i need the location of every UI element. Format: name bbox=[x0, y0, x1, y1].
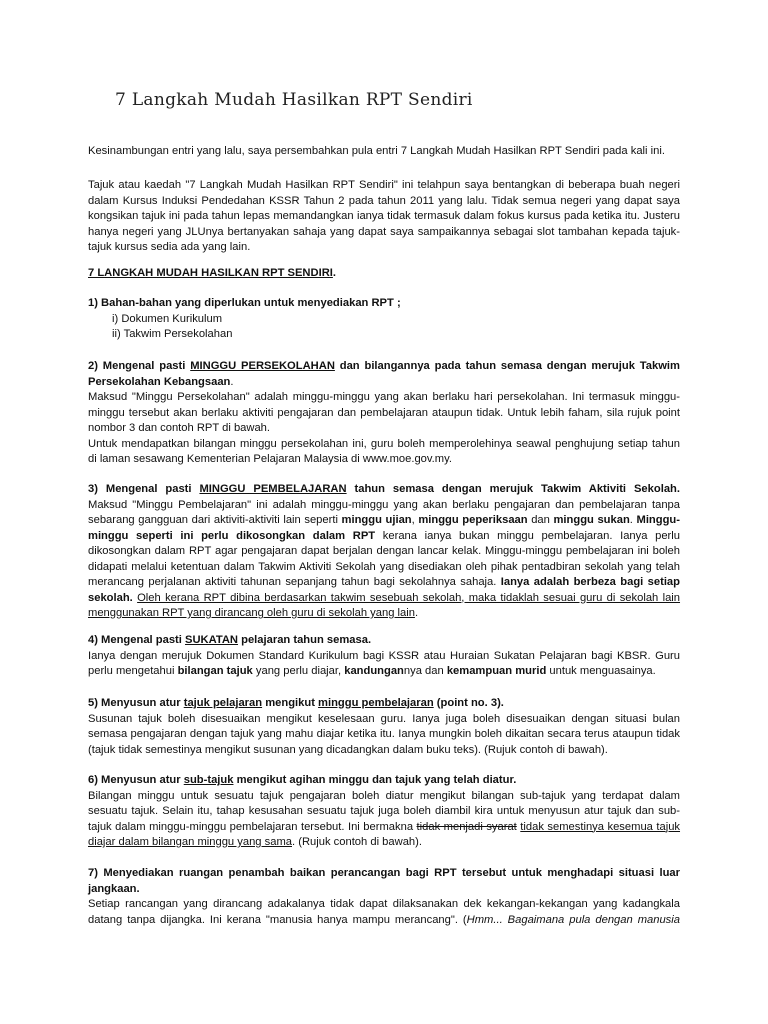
step-4-heading: 4) Mengenal pasti SUKATAN pelajaran tahun semasa. bbox=[88, 634, 372, 646]
step-3-heading: 3) Mengenal pasti MINGGU PEMBELAJARAN tahun semasa dengan merujuk Takwim Aktiviti Sekolah. bbox=[88, 483, 680, 495]
step-7-heading: 7) Menyediakan ruangan penambah baikan perancangan bagi RPT tersebut untuk menghadapi situasi luar bbox=[88, 867, 680, 879]
page-title: 7 Langkah Mudah Hasilkan RPT Sendiri bbox=[115, 90, 473, 110]
step-4: 4) Mengenal pasti SUKATAN pelajaran tahun semasa. Ianya dengan merujuk Dokumen Standard Kurikulum bagi KSSR atau Huraian Sukatan Pelajaran bagi KBSR. Guru perlu mengetahui bilangan tajuk yang perlu diajar, kandungannya dan kemampuan murid untuk menguasainya. bbox=[88, 634, 680, 677]
step-2-heading: 2) Mengenal pasti MINGGU PERSEKOLAHAN dan bilangannya pada tahun semasa dengan merujuk Takwim bbox=[88, 360, 680, 372]
context-paragraph: Tajuk atau kaedah "7 Langkah Mudah Hasilkan RPT Sendiri" ini telahpun saya bentangkan di beberapa buah negeri dalam Kursus Induksi Pendedahan KSSR Tahun 2 pada tahun 2011 yang lalu. Tidak semua negeri yang dapat saya kongsikan tajuk ini pada tahun lepas memandangkan ianya tidak termasuk dalam fokus kursus pada ketika itu. Justeru hanya negeri yang JLUnya bertanyakan sahaja yang dapat saya sampaikannya sebagai slot tambahan kepada tajuk- tajuk kursus sedia ada yang lain. bbox=[88, 179, 680, 253]
step-1-heading: 1) Bahan-bahan yang diperlukan untuk menyediakan RPT ; bbox=[88, 297, 401, 309]
step-2: 2) Mengenal pasti MINGGU PERSEKOLAHAN dan bilangannya pada tahun semasa dengan merujuk Takwim Persekolahan Kebangsaan. Maksud "Minggu Persekolahan" adalah minggu-minggu yang akan berlaku hari persekolahan. Ini termasuk minggu- minggu tersebut akan berlaku aktiviti pengajaran dan pembelajaran ataupun tidak. Untuk lebih faham, sila rujuk point nombor 3 dan contoh RPT di bawah. Untuk mendapatkan bilangan minggu persekolahan ini, guru boleh memperolehinya seawal penghujung setiap tahun di laman sesawang Kementerian Pelajaran Malaysia di www.moe.gov.my. bbox=[88, 360, 680, 465]
step-6-heading: 6) Menyusun atur sub-tajuk mengikut agihan minggu dan tajuk yang telah diatur. bbox=[88, 774, 517, 786]
section-heading: 7 LANGKAH MUDAH HASILKAN RPT SENDIRI. bbox=[88, 267, 336, 279]
list-item: ii) Takwim Persekolahan bbox=[112, 328, 233, 340]
list-item: i) Dokumen Kurikulum bbox=[112, 312, 223, 325]
step-7: 7) Menyediakan ruangan penambah baikan perancangan bagi RPT tersebut untuk menghadapi situasi luar jangkaan. Setiap rancangan yang dirancang adakalanya tidak dapat dilaksanakan dek kekangan-kekangan yang kadangkala datang tanpa dijangka. Ini kerana "manusia hanya mampu merancang". (Hmm... Bagaimana pula dengan manusia bbox=[88, 867, 680, 926]
step-3: 3) Mengenal pasti MINGGU PEMBELAJARAN tahun semasa dengan merujuk Takwim Aktiviti Sekolah. Maksud "Minggu Pembelajaran" ini adalah minggu-minggu yang akan berlaku pengajaran dan pembelajaran tanpa sebarang gangguan dari aktiviti-aktiviti lain seperti minggu ujian, minggu peperiksaan dan minggu sukan. Minggu- minggu seperti ini perlu dikosongkan dalam RPT kerana ianya bukan minggu pembelajaran. Ianya perlu dikosongkan dalam RPT agar pengajaran dapat berjalan dengan lancar kelak. Minggu-minggu pembelajaran ini boleh didapati melalui ketentuan dalam Takwim Aktiviti Sekolah yang disediakan oleh pihak pentadbiran sekolah yang telah merancang perjalanan aktiviti tahunan sepanjang tahun bagi sekolahnya sahaja. Ianya adalah berbeza bagi setiap sekolah. Oleh kerana RPT dibina berdasarkan takwim sesebuah sekolah, maka tidaklah sesuai guru di sekolah lain menggunakan RPT yang dirancang oleh guru di sekolah yang lain. bbox=[88, 483, 681, 619]
step-6: 6) Menyusun atur sub-tajuk mengikut agihan minggu dan tajuk yang telah diatur. Bilangan minggu untuk sesuatu tajuk pengajaran boleh diatur mengikut bilangan sub-tajuk yang terdapat dalam sesuatu tajuk. Selain itu, tahap kesusahan sesuatu tajuk juga boleh diambil kira untuk menyusun atur tajuk dan sub- tajuk dalam minggu-minggu pembelajaran tersebut. Ini bermakna tidak menjadi syarat tidak semestinya kesemua tajuk diajar dalam bilangan minggu yang sama. (Rujuk contoh di bawah). bbox=[88, 774, 681, 848]
step-5: 5) Menyusun atur tajuk pelajaran mengikut minggu pembelajaran (point no. 3). Susunan tajuk boleh disesuaikan mengikut keselesaan guru. Ianya juga boleh disesuaikan dengan situasi bulan semasa pengajaran dengan tajuk yang mahu diajar ketika itu. Ianya mungkin boleh dikaitan secara terus ataupun tidak (tajuk tidak semestinya mengikut susunan yang dicadangkan dalam buku teks). (Rujuk contoh di bawah). bbox=[88, 697, 680, 756]
step-5-heading: 5) Menyusun atur tajuk pelajaran mengikut minggu pembelajaran (point no. 3). bbox=[88, 697, 504, 709]
step-1 bbox=[88, 296, 680, 343]
intro-paragraph: Kesinambungan entri yang lalu, saya persembahkan pula entri 7 Langkah Mudah Hasilkan RPT Sendiri pada kali ini. bbox=[88, 145, 665, 157]
